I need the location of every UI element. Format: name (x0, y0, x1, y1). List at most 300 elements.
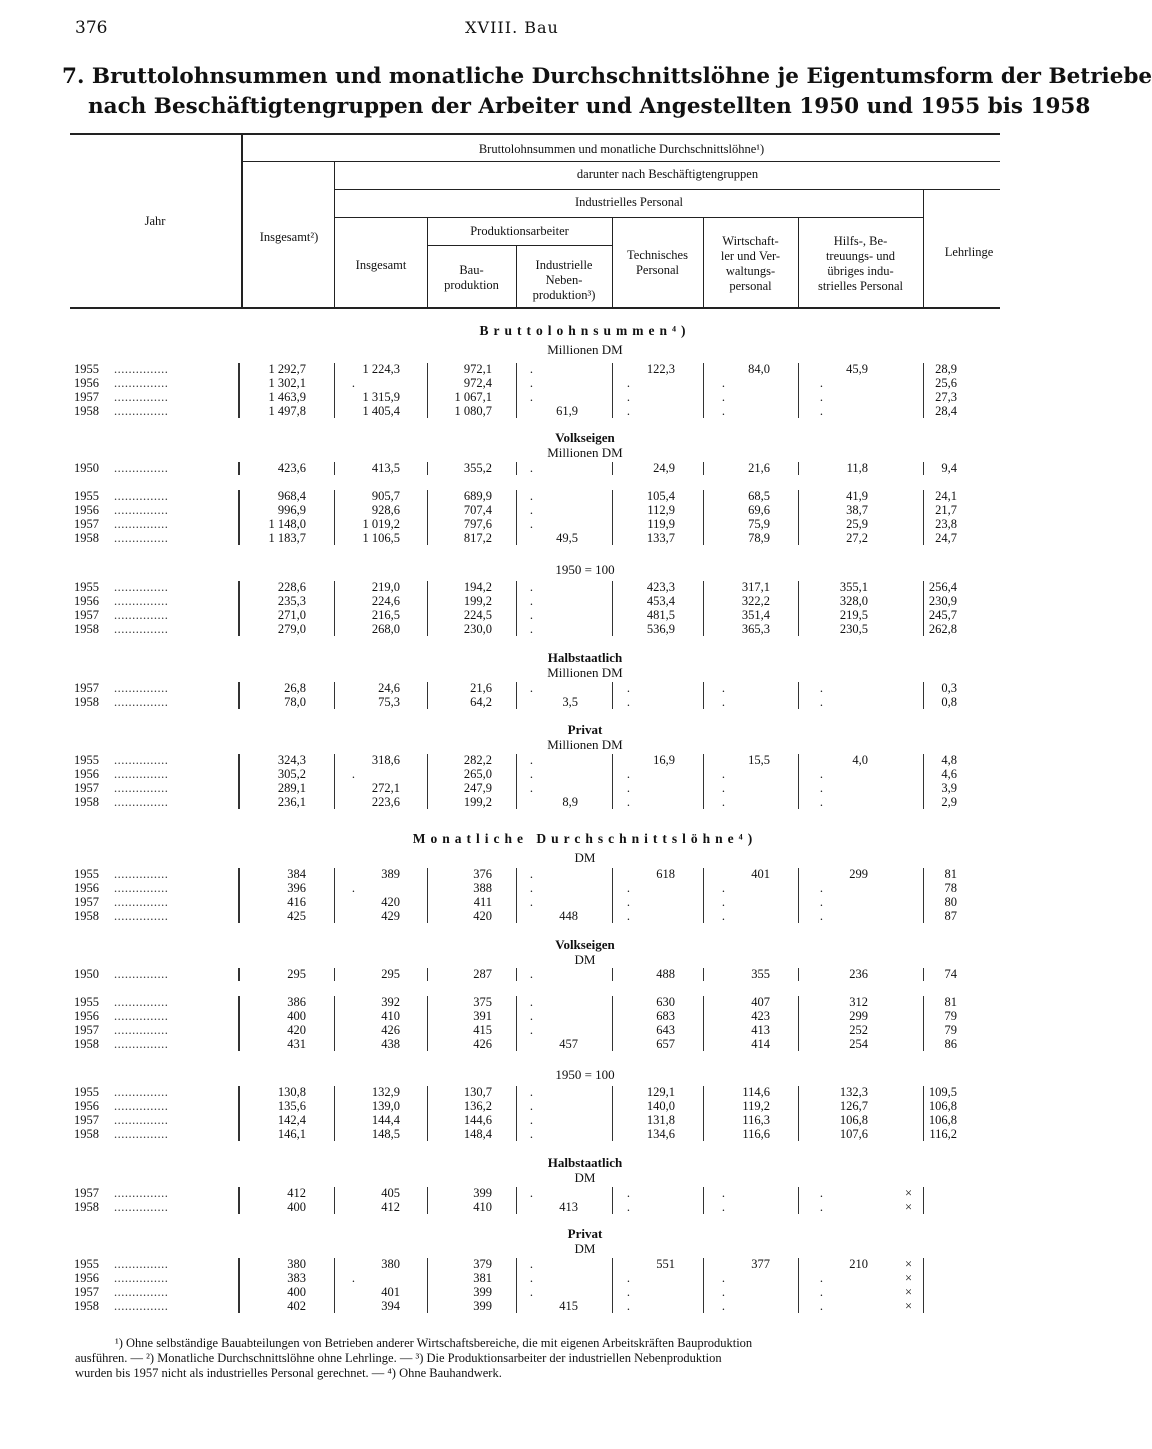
table-cell: 707,4 (463, 503, 492, 517)
table-row (70, 895, 1000, 910)
table-cell: 69,6 (748, 503, 770, 517)
row-leader-dots: ............... (114, 390, 169, 404)
table-row (70, 1127, 1000, 1142)
table-cell: 399 (473, 1299, 492, 1313)
column-separator (427, 754, 428, 809)
table-cell: . (721, 795, 725, 809)
section-unit: DM (574, 1241, 596, 1256)
table-cell: 21,7 (935, 503, 957, 517)
table-row (70, 909, 1000, 924)
column-separator (798, 490, 799, 545)
column-separator (238, 868, 240, 923)
table-cell: . (529, 995, 533, 1009)
row-leader-dots: ............... (114, 1023, 169, 1037)
column-separator (334, 490, 335, 545)
table-cell: 131,8 (646, 1113, 675, 1127)
row-leader-dots: ............... (114, 517, 169, 531)
column-separator (334, 581, 335, 636)
header-wirt-l3: waltungs- (725, 264, 776, 278)
table-cell: 3,5 (562, 695, 578, 709)
table-cell: 81 (944, 995, 957, 1009)
header-insgesamt: Insgesamt (355, 258, 407, 272)
table-cell: 299 (849, 867, 868, 881)
row-year: 1957 (74, 781, 99, 795)
table-cell: 1 497,8 (268, 404, 306, 418)
column-separator (703, 968, 704, 981)
table-cell: 351,4 (741, 608, 770, 622)
table-cell: . (721, 881, 725, 895)
row-leader-dots: ............... (114, 580, 169, 594)
column-separator (427, 996, 428, 1051)
row-leader-dots: ............... (114, 995, 169, 1009)
table-cell: 236 (849, 967, 868, 981)
row-leader-dots: ............... (114, 1285, 169, 1299)
row-year: 1955 (74, 362, 99, 376)
section-unit: Millionen DM (547, 445, 623, 460)
row-leader-dots: ............... (114, 967, 169, 981)
table-cell: 488 (656, 967, 675, 981)
header-rule-level1 (243, 161, 1000, 162)
table-cell: 79 (944, 1009, 957, 1023)
row-leader-dots: ............... (114, 1037, 169, 1051)
column-separator (923, 462, 924, 475)
table-cell: 210 (849, 1257, 868, 1271)
header-ind-l2: Neben- (545, 273, 583, 287)
table-cell: 423,3 (646, 580, 675, 594)
row-year: 1958 (74, 1200, 99, 1214)
table-cell: 289,1 (277, 781, 306, 795)
table-cell: . (529, 489, 533, 503)
table-cell: . (626, 781, 630, 795)
table-cell: 8,9 (562, 795, 578, 809)
column-separator (923, 682, 924, 709)
row-leader-dots: ............... (114, 489, 169, 503)
table-cell: 405 (381, 1186, 400, 1200)
column-separator (427, 868, 428, 923)
table-cell: 426 (473, 1037, 492, 1051)
column-separator (923, 490, 924, 545)
header-hilfs-l4: strielles Personal (817, 279, 904, 293)
footnote-line: wurden bis 1957 nicht als industrielles Personal gerechnet. — ⁴) Ohne Bauhandwerk. (75, 1366, 502, 1380)
row-year: 1957 (74, 681, 99, 695)
header-top-rule (70, 133, 1000, 135)
column-separator (516, 490, 517, 545)
table-cell: 21,6 (470, 681, 492, 695)
column-separator (798, 1258, 799, 1313)
column-separator (612, 996, 613, 1051)
table-row (70, 594, 1000, 609)
column-separator (703, 754, 704, 809)
column-separator (612, 363, 613, 418)
table-cell: 318,6 (371, 753, 400, 767)
table-cell: 252 (849, 1023, 868, 1037)
column-separator (334, 363, 335, 418)
table-cell: × (904, 1186, 912, 1200)
table-cell: . (721, 781, 725, 795)
footnote-line: ausführen. — ²) Monatliche Durchschnittslöhne ohne Lehrlinge. — ³) Die Produktionsarbeiter der industriellen Nebenproduktion (75, 1351, 722, 1365)
table-cell: . (529, 1023, 533, 1037)
table-cell: . (819, 781, 823, 795)
table-cell: 384 (287, 867, 306, 881)
table-cell: 391 (473, 1009, 492, 1023)
table-cell: 968,4 (277, 489, 306, 503)
row-year: 1958 (74, 622, 99, 636)
row-leader-dots: ............... (114, 1200, 169, 1214)
page-number: 376 (75, 18, 108, 38)
table-cell: 429 (381, 909, 400, 923)
table-cell: 11,8 (846, 461, 868, 475)
row-leader-dots: ............... (114, 867, 169, 881)
table-cell: 1 292,7 (268, 362, 306, 376)
table-cell: 305,2 (277, 767, 306, 781)
table-cell: 23,8 (935, 517, 957, 531)
column-separator (798, 968, 799, 981)
table-cell: 431 (287, 1037, 306, 1051)
column-separator (798, 682, 799, 709)
table-cell: 21,6 (748, 461, 770, 475)
column-separator (516, 754, 517, 809)
column-separator (427, 1086, 428, 1141)
table-cell: 425 (287, 909, 306, 923)
table-cell: . (529, 1271, 533, 1285)
table-cell: 74 (944, 967, 957, 981)
column-separator (238, 1258, 240, 1313)
header-hilfs (798, 234, 923, 294)
table-cell: 401 (751, 867, 770, 881)
column-separator (703, 996, 704, 1051)
table-cell: 423,6 (277, 461, 306, 475)
table-cell: 4,8 (941, 753, 957, 767)
header-hilfs-l2: treuungs- und (825, 249, 896, 263)
row-leader-dots: ............... (114, 1271, 169, 1285)
table-cell: 80 (944, 895, 957, 909)
section-label: Privat (567, 722, 603, 737)
table-cell: . (721, 376, 725, 390)
table-cell: 355,1 (839, 580, 868, 594)
table-cell: 295 (381, 967, 400, 981)
table-cell: . (626, 404, 630, 418)
row-leader-dots: ............... (114, 753, 169, 767)
header-rule-prod (427, 245, 612, 246)
table-cell: 905,7 (371, 489, 400, 503)
table-cell: . (626, 767, 630, 781)
header-hilfs-l3: übriges indu- (827, 264, 894, 278)
row-year: 1956 (74, 767, 99, 781)
header-ind-l3: produktion³) (532, 288, 596, 302)
column-separator (334, 754, 335, 809)
column-separator (334, 868, 335, 923)
row-year: 1958 (74, 531, 99, 545)
table-cell: 3,9 (941, 781, 957, 795)
row-year: 1955 (74, 580, 99, 594)
table-cell: 399 (473, 1285, 492, 1299)
row-year: 1956 (74, 376, 99, 390)
table-cell: . (529, 753, 533, 767)
table-cell: . (819, 795, 823, 809)
table-cell: . (721, 390, 725, 404)
table-cell: 68,5 (748, 489, 770, 503)
column-separator (238, 462, 240, 475)
column-separator (703, 462, 704, 475)
table-cell: . (529, 1186, 533, 1200)
table-cell: 412 (381, 1200, 400, 1214)
column-separator (427, 682, 428, 709)
table-cell: . (626, 1285, 630, 1299)
table-cell: 130,7 (463, 1085, 492, 1099)
table-cell: 365,3 (741, 622, 770, 636)
table-cell: 481,5 (646, 608, 675, 622)
column-separator (703, 490, 704, 545)
table-cell: × (904, 1299, 912, 1313)
column-separator (923, 1258, 924, 1313)
table-cell: 413,5 (371, 461, 400, 475)
table-cell: . (351, 881, 355, 895)
row-leader-dots: ............... (114, 895, 169, 909)
footnote-line: ¹) Ohne selbständige Bauabteilungen von Betrieben anderer Wirtschaftsbereiche, die mit eigenen Arbeitskräften Bauproduktion (115, 1336, 753, 1350)
table-cell: . (819, 404, 823, 418)
row-leader-dots: ............... (114, 362, 169, 376)
table-cell: . (529, 1085, 533, 1099)
table-cell: 375 (473, 995, 492, 1009)
table-cell: . (626, 1299, 630, 1313)
table-cell: 119,2 (742, 1099, 770, 1113)
column-separator (612, 1086, 613, 1141)
table-cell: 271,0 (277, 608, 306, 622)
table-row (70, 1023, 1000, 1038)
table-cell: 265,0 (463, 767, 492, 781)
table-cell: 1 080,7 (454, 404, 492, 418)
table-cell: . (626, 390, 630, 404)
table-row (70, 1200, 1000, 1215)
table-cell: 392 (381, 995, 400, 1009)
table-cell: 414 (751, 1037, 770, 1051)
table-cell: 148,4 (463, 1127, 492, 1141)
table-cell: 0,8 (941, 695, 957, 709)
table-cell: . (721, 909, 725, 923)
table-cell: . (626, 909, 630, 923)
table-cell: 448 (559, 909, 578, 923)
row-year: 1950 (74, 967, 99, 981)
table-title-line-1: 7. Bruttolohnsummen und monatliche Durchschnittslöhne je Eigentumsform der Betriebe (62, 64, 1152, 89)
table-cell: × (904, 1257, 912, 1271)
row-year: 1957 (74, 1285, 99, 1299)
column-separator (238, 996, 240, 1051)
row-leader-dots: ............... (114, 1113, 169, 1127)
table-cell: 25,6 (935, 376, 957, 390)
table-cell: . (626, 681, 630, 695)
table-cell: 279,0 (277, 622, 306, 636)
table-cell: . (819, 909, 823, 923)
table-cell: 4,6 (941, 767, 957, 781)
table-cell: 24,1 (935, 489, 957, 503)
table-cell: 299 (849, 1009, 868, 1023)
table-cell: 272,1 (371, 781, 400, 795)
table-cell: . (721, 1186, 725, 1200)
table-cell: . (529, 867, 533, 881)
table-cell: 216,5 (371, 608, 400, 622)
table-cell: 657 (656, 1037, 675, 1051)
table-row (70, 1271, 1000, 1286)
column-separator (923, 1187, 924, 1214)
table-cell: . (626, 1271, 630, 1285)
column-separator (798, 754, 799, 809)
table-cell: 86 (944, 1037, 957, 1051)
header-bottom-rule (70, 307, 1000, 309)
table-cell: 130,8 (277, 1085, 306, 1099)
table-cell: 142,4 (277, 1113, 306, 1127)
table-cell: . (529, 594, 533, 608)
section-unit: DM (574, 952, 596, 967)
column-separator (516, 996, 517, 1051)
row-year: 1950 (74, 461, 99, 475)
table-cell: . (529, 461, 533, 475)
table-cell: 139,0 (371, 1099, 400, 1113)
column-separator (427, 490, 428, 545)
row-year: 1956 (74, 1099, 99, 1113)
row-year: 1957 (74, 1186, 99, 1200)
table-cell: 324,3 (277, 753, 306, 767)
section-unit: DM (574, 1170, 596, 1185)
table-row (70, 867, 1000, 882)
header-darunter: darunter nach Beschäftigtengruppen (576, 167, 759, 181)
table-cell: 219,5 (839, 608, 868, 622)
table-cell: 4,0 (852, 753, 868, 767)
table-row (70, 404, 1000, 419)
column-separator (427, 363, 428, 418)
row-year: 1957 (74, 517, 99, 531)
row-year: 1956 (74, 594, 99, 608)
table-cell: 377 (751, 1257, 770, 1271)
column-separator (612, 868, 613, 923)
table-title-line-2: nach Beschäftigtengruppen der Arbeiter und Angestellten 1950 und 1955 bis 1958 (88, 94, 1091, 119)
row-year: 1957 (74, 895, 99, 909)
table-cell: 245,7 (928, 608, 957, 622)
table-cell: . (529, 1113, 533, 1127)
table-cell: 24,7 (935, 531, 957, 545)
table-cell: 16,9 (653, 753, 675, 767)
column-separator (612, 682, 613, 709)
column-separator (703, 1258, 704, 1313)
table-cell: 410 (473, 1200, 492, 1214)
column-separator (923, 1086, 924, 1141)
column-separator (923, 868, 924, 923)
table-row (70, 1186, 1000, 1201)
row-leader-dots: ............... (114, 404, 169, 418)
table-cell: × (904, 1285, 912, 1299)
table-cell: . (529, 580, 533, 594)
table-cell: 402 (287, 1299, 306, 1313)
table-cell: . (721, 895, 725, 909)
table-cell: 132,9 (371, 1085, 400, 1099)
row-leader-dots: ............... (114, 1299, 169, 1313)
table-cell: 322,2 (741, 594, 770, 608)
section-label: 1950 = 100 (555, 562, 615, 577)
table-cell: . (819, 881, 823, 895)
table-cell: 24,9 (653, 461, 675, 475)
table-cell: . (721, 1285, 725, 1299)
table-cell: . (626, 795, 630, 809)
row-leader-dots: ............... (114, 622, 169, 636)
table-row (70, 531, 1000, 546)
header-rule-level2 (335, 189, 1000, 190)
header-bau-l2: produktion (444, 278, 499, 292)
row-leader-dots: ............... (114, 1186, 169, 1200)
table-cell: 75,9 (748, 517, 770, 531)
row-leader-dots: ............... (114, 531, 169, 545)
row-year: 1958 (74, 404, 99, 418)
table-cell: 380 (287, 1257, 306, 1271)
table-cell: 797,6 (463, 517, 492, 531)
row-leader-dots: ............... (114, 1099, 169, 1113)
row-year: 1957 (74, 1023, 99, 1037)
row-leader-dots: ............... (114, 1127, 169, 1141)
table-cell: 126,7 (839, 1099, 868, 1113)
table-cell: 64,2 (470, 695, 492, 709)
table-row (70, 753, 1000, 768)
column-separator (612, 754, 613, 809)
column-separator (238, 1187, 240, 1214)
table-row (70, 781, 1000, 796)
column-separator (427, 1258, 428, 1313)
row-year: 1955 (74, 1257, 99, 1271)
table-row (70, 461, 1000, 476)
table-cell: . (819, 681, 823, 695)
table-cell: 41,9 (846, 489, 868, 503)
column-separator (798, 996, 799, 1051)
row-year: 1956 (74, 1271, 99, 1285)
column-separator (238, 490, 240, 545)
table-cell: 78,0 (284, 695, 306, 709)
table-cell: . (626, 895, 630, 909)
table-cell: 79 (944, 1023, 957, 1037)
chapter-heading: XVIII. Bau (465, 18, 559, 37)
table-cell: 254 (849, 1037, 868, 1051)
table-cell: 415 (473, 1023, 492, 1037)
table-cell: 643 (656, 1023, 675, 1037)
column-separator (923, 968, 924, 981)
column-separator (516, 1258, 517, 1313)
column-separator (703, 682, 704, 709)
table-cell: 407 (751, 995, 770, 1009)
table-row (70, 881, 1000, 896)
table-cell: 355,2 (463, 461, 492, 475)
table-cell: 134,6 (646, 1127, 675, 1141)
row-leader-dots: ............... (114, 681, 169, 695)
table-cell: 1 067,1 (454, 390, 492, 404)
table-cell: . (529, 503, 533, 517)
row-leader-dots: ............... (114, 781, 169, 795)
row-year: 1957 (74, 608, 99, 622)
row-leader-dots: ............... (114, 767, 169, 781)
table-cell: 817,2 (463, 531, 492, 545)
table-cell: 416 (287, 895, 306, 909)
table-cell: 194,2 (463, 580, 492, 594)
row-year: 1955 (74, 995, 99, 1009)
table-cell: . (819, 895, 823, 909)
table-cell: . (626, 1186, 630, 1200)
table-cell: 1 405,4 (362, 404, 400, 418)
row-leader-dots: ............... (114, 376, 169, 390)
table-cell: 112,9 (647, 503, 675, 517)
table-cell: 972,4 (463, 376, 492, 390)
table-row (70, 376, 1000, 391)
table-cell: 223,6 (371, 795, 400, 809)
table-cell: 426 (381, 1023, 400, 1037)
column-separator (798, 363, 799, 418)
table-cell: 45,9 (846, 362, 868, 376)
table-cell: . (529, 881, 533, 895)
table-cell: 107,6 (839, 1127, 868, 1141)
